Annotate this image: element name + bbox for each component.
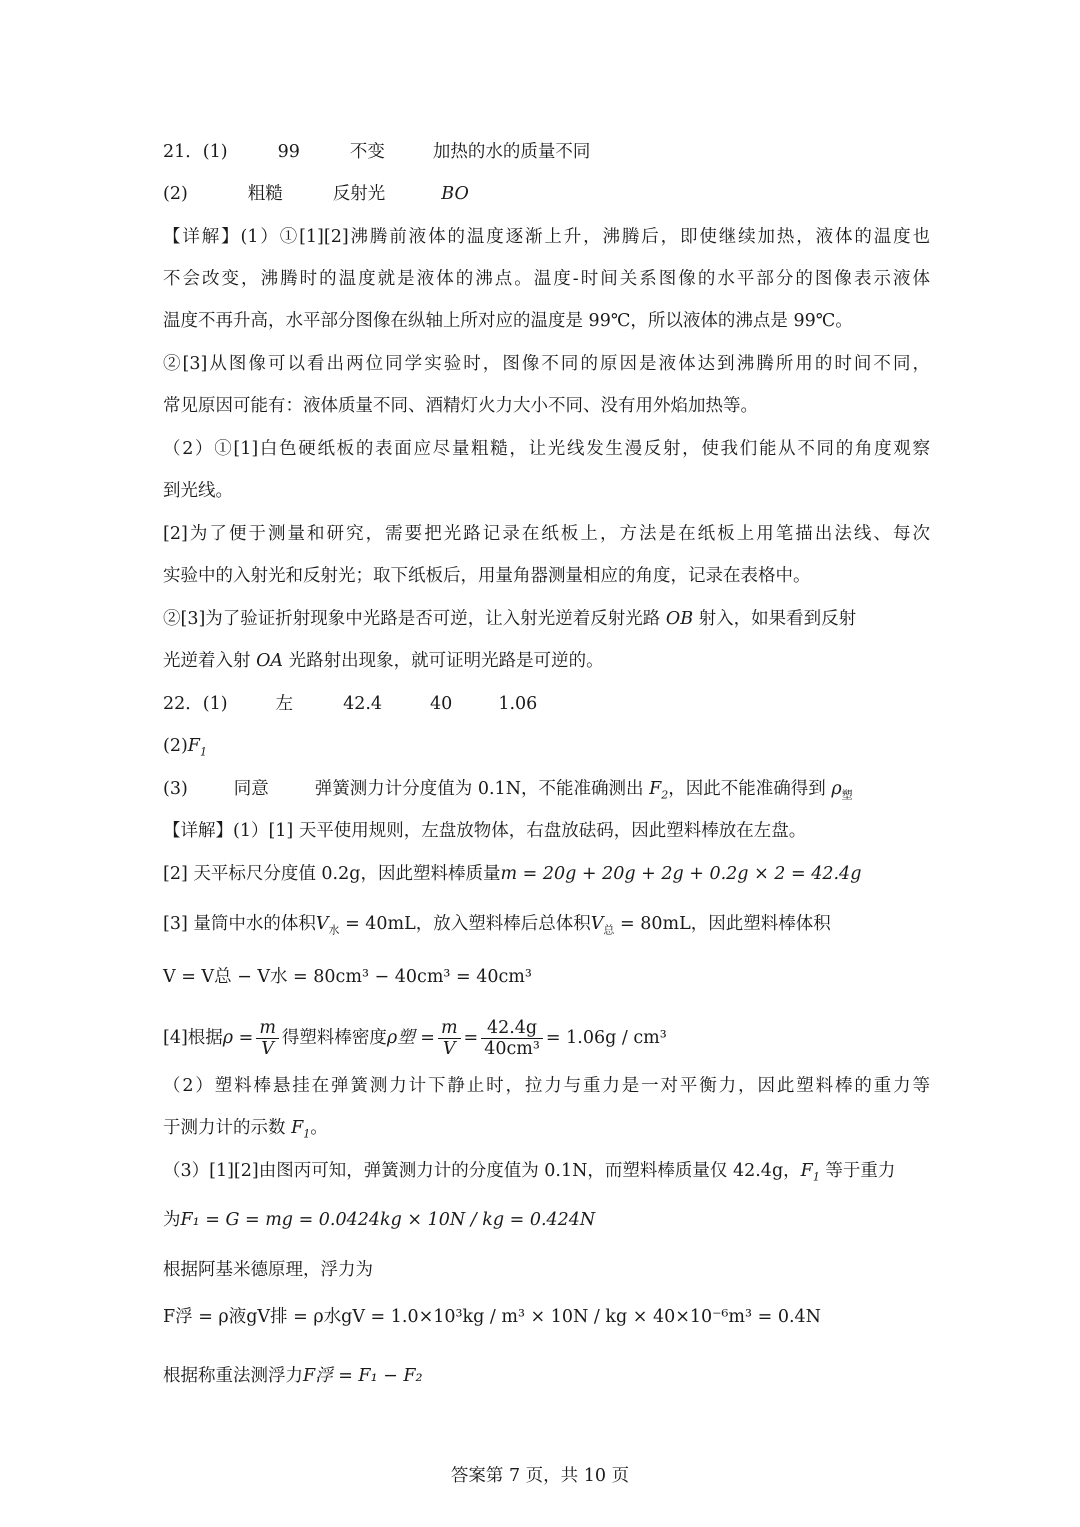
fraction-denominator: 40cm³: [484, 1039, 540, 1059]
fraction: [256, 1018, 279, 1059]
q21-text: 射入，如果看到反射: [698, 609, 857, 629]
q22-answer-6: 弹簧测力计分度值为 0.1N，不能准确测出: [314, 779, 644, 799]
q22-detail-line: [163, 1364, 930, 1388]
q21-answer-line-1: [163, 140, 930, 164]
formula-volume: V = V总 − V水 = 80cm³ − 40cm³ = 40cm³: [163, 967, 532, 987]
q21-answer-3: 加热的水的质量不同: [432, 142, 591, 162]
q22-part3-label: (3): [163, 779, 188, 799]
formula-density-def: ρ =: [222, 1028, 254, 1048]
q21-detail-line: 实验中的入射光和反射光；取下纸板后，用量角器测量相应的角度，记录在表格中。: [163, 566, 811, 586]
fraction: [481, 1018, 543, 1059]
rho-subscript: 塑: [841, 788, 853, 802]
f-symbol: F: [187, 736, 200, 756]
formula-density: ρ塑 =: [386, 1028, 435, 1048]
f-subscript: 2: [661, 788, 669, 802]
q21-text: ②[3]为了验证折射现象中光路是否可逆，让入射光逆着反射光路: [163, 609, 661, 629]
q21-detail-line: 常见原因可能有：液体质量不同、酒精灯火力大小不同、没有用外焰加热等。: [163, 396, 758, 416]
rho-symbol: ρ: [831, 779, 842, 799]
q22-detail-line: 【详解】(1）[1] 天平使用规则，左盘放物体，右盘放砝码，因此塑料棒放在左盘。: [163, 821, 807, 841]
q22-answer-line-2: [163, 734, 930, 765]
q21-text: 光逆着入射: [163, 651, 251, 671]
fraction-denominator: V: [442, 1039, 456, 1059]
q22-text: [2] 天平标尺分度值 0.2g，因此塑料棒质量: [163, 864, 501, 884]
q22-text: 根据称重法测浮力: [163, 1366, 303, 1386]
equals-sign: =: [463, 1028, 479, 1048]
f-symbol: F: [800, 1161, 813, 1181]
q21-answer-5: 反射光: [332, 184, 386, 204]
v-subscript: 水: [328, 923, 340, 937]
q21-answer-6: BO: [441, 184, 469, 204]
q22-answer-1: 左: [275, 694, 294, 714]
q22-answer-5: 同意: [233, 779, 269, 799]
q22-detail-line: 根据阿基米德原理，浮力为: [163, 1260, 373, 1280]
q22-text: 。: [310, 1118, 328, 1138]
q22-number: 22．(1): [163, 694, 228, 714]
q21-answer-1: 99: [277, 142, 300, 162]
ray-ob-label: OB: [665, 609, 694, 629]
q22-detail-line: （2）塑料棒悬挂在弹簧测力计下静止时，拉力与重力是一对平衡力，因此塑料棒的重力等: [163, 1076, 930, 1096]
q22-text: = 80mL，因此塑料棒体积: [614, 914, 831, 934]
fraction-numerator: 42.4g: [481, 1018, 543, 1039]
q22-answer-line-1: [163, 692, 930, 716]
q22-text: 于测力计的示数: [163, 1118, 286, 1138]
v-symbol: V: [590, 914, 604, 934]
q21-detail-line: ②[3]从图像可以看出两位同学实验时，图像不同的原因是液体达到沸腾所用的时间不同，: [163, 354, 930, 374]
q22-detail-line: [163, 1014, 930, 1062]
q22-answer-2: 42.4: [343, 694, 383, 714]
page-footer: 答案第 7 页，共 10 页: [450, 1466, 630, 1486]
q22-detail-line: [163, 912, 930, 943]
q22-text: [4]根据: [163, 1028, 223, 1048]
f-subscript: 1: [812, 1170, 820, 1184]
q22-text: 为: [163, 1210, 181, 1230]
q22-detail-line: [163, 862, 930, 886]
q22-text: （3）[1][2]由图丙可知，弹簧测力计的分度值为 0.1N，而塑料棒质量仅 42.4g，: [163, 1161, 801, 1181]
q22-answer-3: 40: [430, 694, 453, 714]
q21-detail-line: 不会改变，沸腾时的温度就是液体的沸点。温度-时间关系图像的水平部分的图像表示液体: [163, 269, 930, 289]
formula-weight: F₁ = G = mg = 0.0424kg × 10N / kg = 0.424N: [180, 1210, 596, 1230]
formula-weighing-method: F浮 = F₁ − F₂: [303, 1366, 423, 1386]
f-subscript: 1: [303, 1127, 311, 1141]
q22-detail-line: [163, 1116, 930, 1147]
q22-part2-label: (2): [163, 736, 188, 756]
q22-text: ，因此不能准确得到: [668, 779, 826, 799]
q21-answer-4: 粗糙: [247, 184, 283, 204]
fraction-numerator: m: [256, 1018, 279, 1039]
q21-detail-line: 温度不再升高，水平部分图像在纵轴上所对应的温度是 99℃，所以液体的沸点是 99℃。: [163, 311, 853, 331]
q21-detail-line: 到光线。: [163, 481, 233, 501]
q22-text: 得塑料棒密度: [281, 1028, 387, 1048]
q21-detail-line: 【详解】(1）①[1][2]沸腾前液体的温度逐渐上升，沸腾后，即使继续加热，液体的温度也: [163, 227, 930, 247]
fraction: [438, 1018, 461, 1059]
q22-answer-4: 1.06: [498, 694, 538, 714]
q22-detail-line: [163, 1208, 930, 1232]
q21-answer-line-2: [163, 182, 930, 206]
q21-number: 21．(1): [163, 142, 228, 162]
v-symbol: V: [315, 914, 329, 934]
q22-answer-line-3: [163, 777, 930, 808]
formula-mass: m = 20g + 20g + 2g + 0.2g × 2 = 42.4g: [500, 864, 862, 884]
f-symbol: F: [291, 1118, 304, 1138]
f-symbol: F: [649, 779, 662, 799]
fraction-numerator: m: [438, 1018, 461, 1039]
ray-oa-label: OA: [256, 651, 284, 671]
q22-text: 等于重力: [825, 1161, 896, 1181]
q22-text: [3] 量筒中水的体积: [163, 914, 316, 934]
v-subscript: 总: [603, 923, 615, 937]
formula-buoyancy: F浮 = ρ液gV排 = ρ水gV = 1.0×10³kg / m³ × 10N / kg × 40×10⁻⁶m³ = 0.4N: [163, 1307, 821, 1327]
q21-detail-line: [163, 607, 930, 631]
q21-answer-2: 不变: [349, 142, 385, 162]
q21-detail-line: [2]为了便于测量和研究，需要把光路记录在纸板上，方法是在纸板上用笔描出法线、每次: [163, 524, 930, 544]
f-subscript: 1: [199, 745, 207, 759]
q21-text: 光路射出现象，就可证明光路是可逆的。: [288, 651, 604, 671]
q21-part2-label: (2): [163, 184, 188, 204]
q21-detail-line: （2）①[1]白色硬纸板的表面应尽量粗糙，让光线发生漫反射，使我们能从不同的角度观察: [163, 439, 930, 459]
q22-text: = 40mL，放入塑料棒后总体积: [339, 914, 591, 934]
fraction-denominator: V: [261, 1039, 274, 1059]
q22-detail-line: [163, 1159, 930, 1190]
q21-detail-line: [163, 649, 930, 673]
density-result: = 1.06g / cm³: [545, 1028, 667, 1048]
